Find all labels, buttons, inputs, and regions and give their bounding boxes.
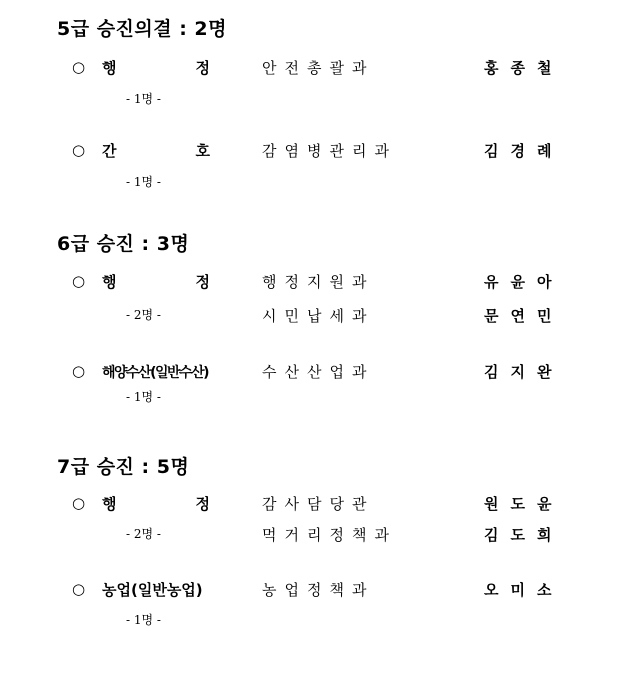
category-char: 간	[102, 142, 117, 160]
section-heading-6th-grade: 6급 승진 : 3명	[57, 233, 190, 255]
bullet-circle: ○	[72, 141, 86, 159]
category-char: 정	[195, 273, 210, 291]
bullet-circle: ○	[72, 272, 86, 290]
category-label	[102, 493, 210, 514]
person-name: 원도윤	[484, 495, 564, 513]
person-name: 김경례	[484, 142, 564, 160]
department-name: 감사담당관	[262, 495, 375, 513]
bullet-circle: ○	[72, 58, 86, 76]
department-name: 수산산업과	[262, 363, 375, 381]
promotion-count: - 1명 -	[126, 175, 161, 189]
person-name: 김도희	[484, 526, 564, 544]
department-name: 안전총괄과	[262, 59, 375, 77]
department-name: 농업정책과	[262, 581, 375, 599]
bullet-circle: ○	[72, 362, 86, 380]
promotion-count: - 2명 -	[126, 527, 161, 541]
section-heading-5th-grade: 5급 승진의결 : 2명	[57, 18, 228, 40]
category-char: 행	[102, 273, 117, 291]
category-label	[102, 57, 210, 78]
section-heading-7th-grade: 7급 승진 : 5명	[57, 456, 190, 478]
category-label: 농업(일반농업)	[102, 581, 203, 599]
person-name: 유윤아	[484, 273, 564, 291]
promotion-count: - 1명 -	[126, 92, 161, 106]
person-name: 김지완	[484, 363, 564, 381]
department-name: 시민납세과	[262, 307, 375, 325]
department-name: 감염병관리과	[262, 142, 397, 160]
category-label	[102, 271, 210, 292]
promotion-count: - 2명 -	[126, 308, 161, 322]
person-name: 홍종철	[484, 59, 564, 77]
department-name: 먹거리정책과	[262, 526, 397, 544]
promotion-count: - 1명 -	[126, 390, 161, 404]
category-label	[102, 140, 210, 161]
category-char: 정	[195, 59, 210, 77]
category-char: 정	[195, 495, 210, 513]
category-char: 행	[102, 59, 117, 77]
category-label: 해양수산(일반수산)	[102, 365, 208, 381]
person-name: 오미소	[484, 581, 564, 599]
department-name: 행정지원과	[262, 273, 375, 291]
person-name: 문연민	[484, 307, 564, 325]
promotion-count: - 1명 -	[126, 613, 161, 627]
category-char: 행	[102, 495, 117, 513]
category-char: 호	[195, 142, 210, 160]
bullet-circle: ○	[72, 580, 86, 598]
bullet-circle: ○	[72, 494, 86, 512]
